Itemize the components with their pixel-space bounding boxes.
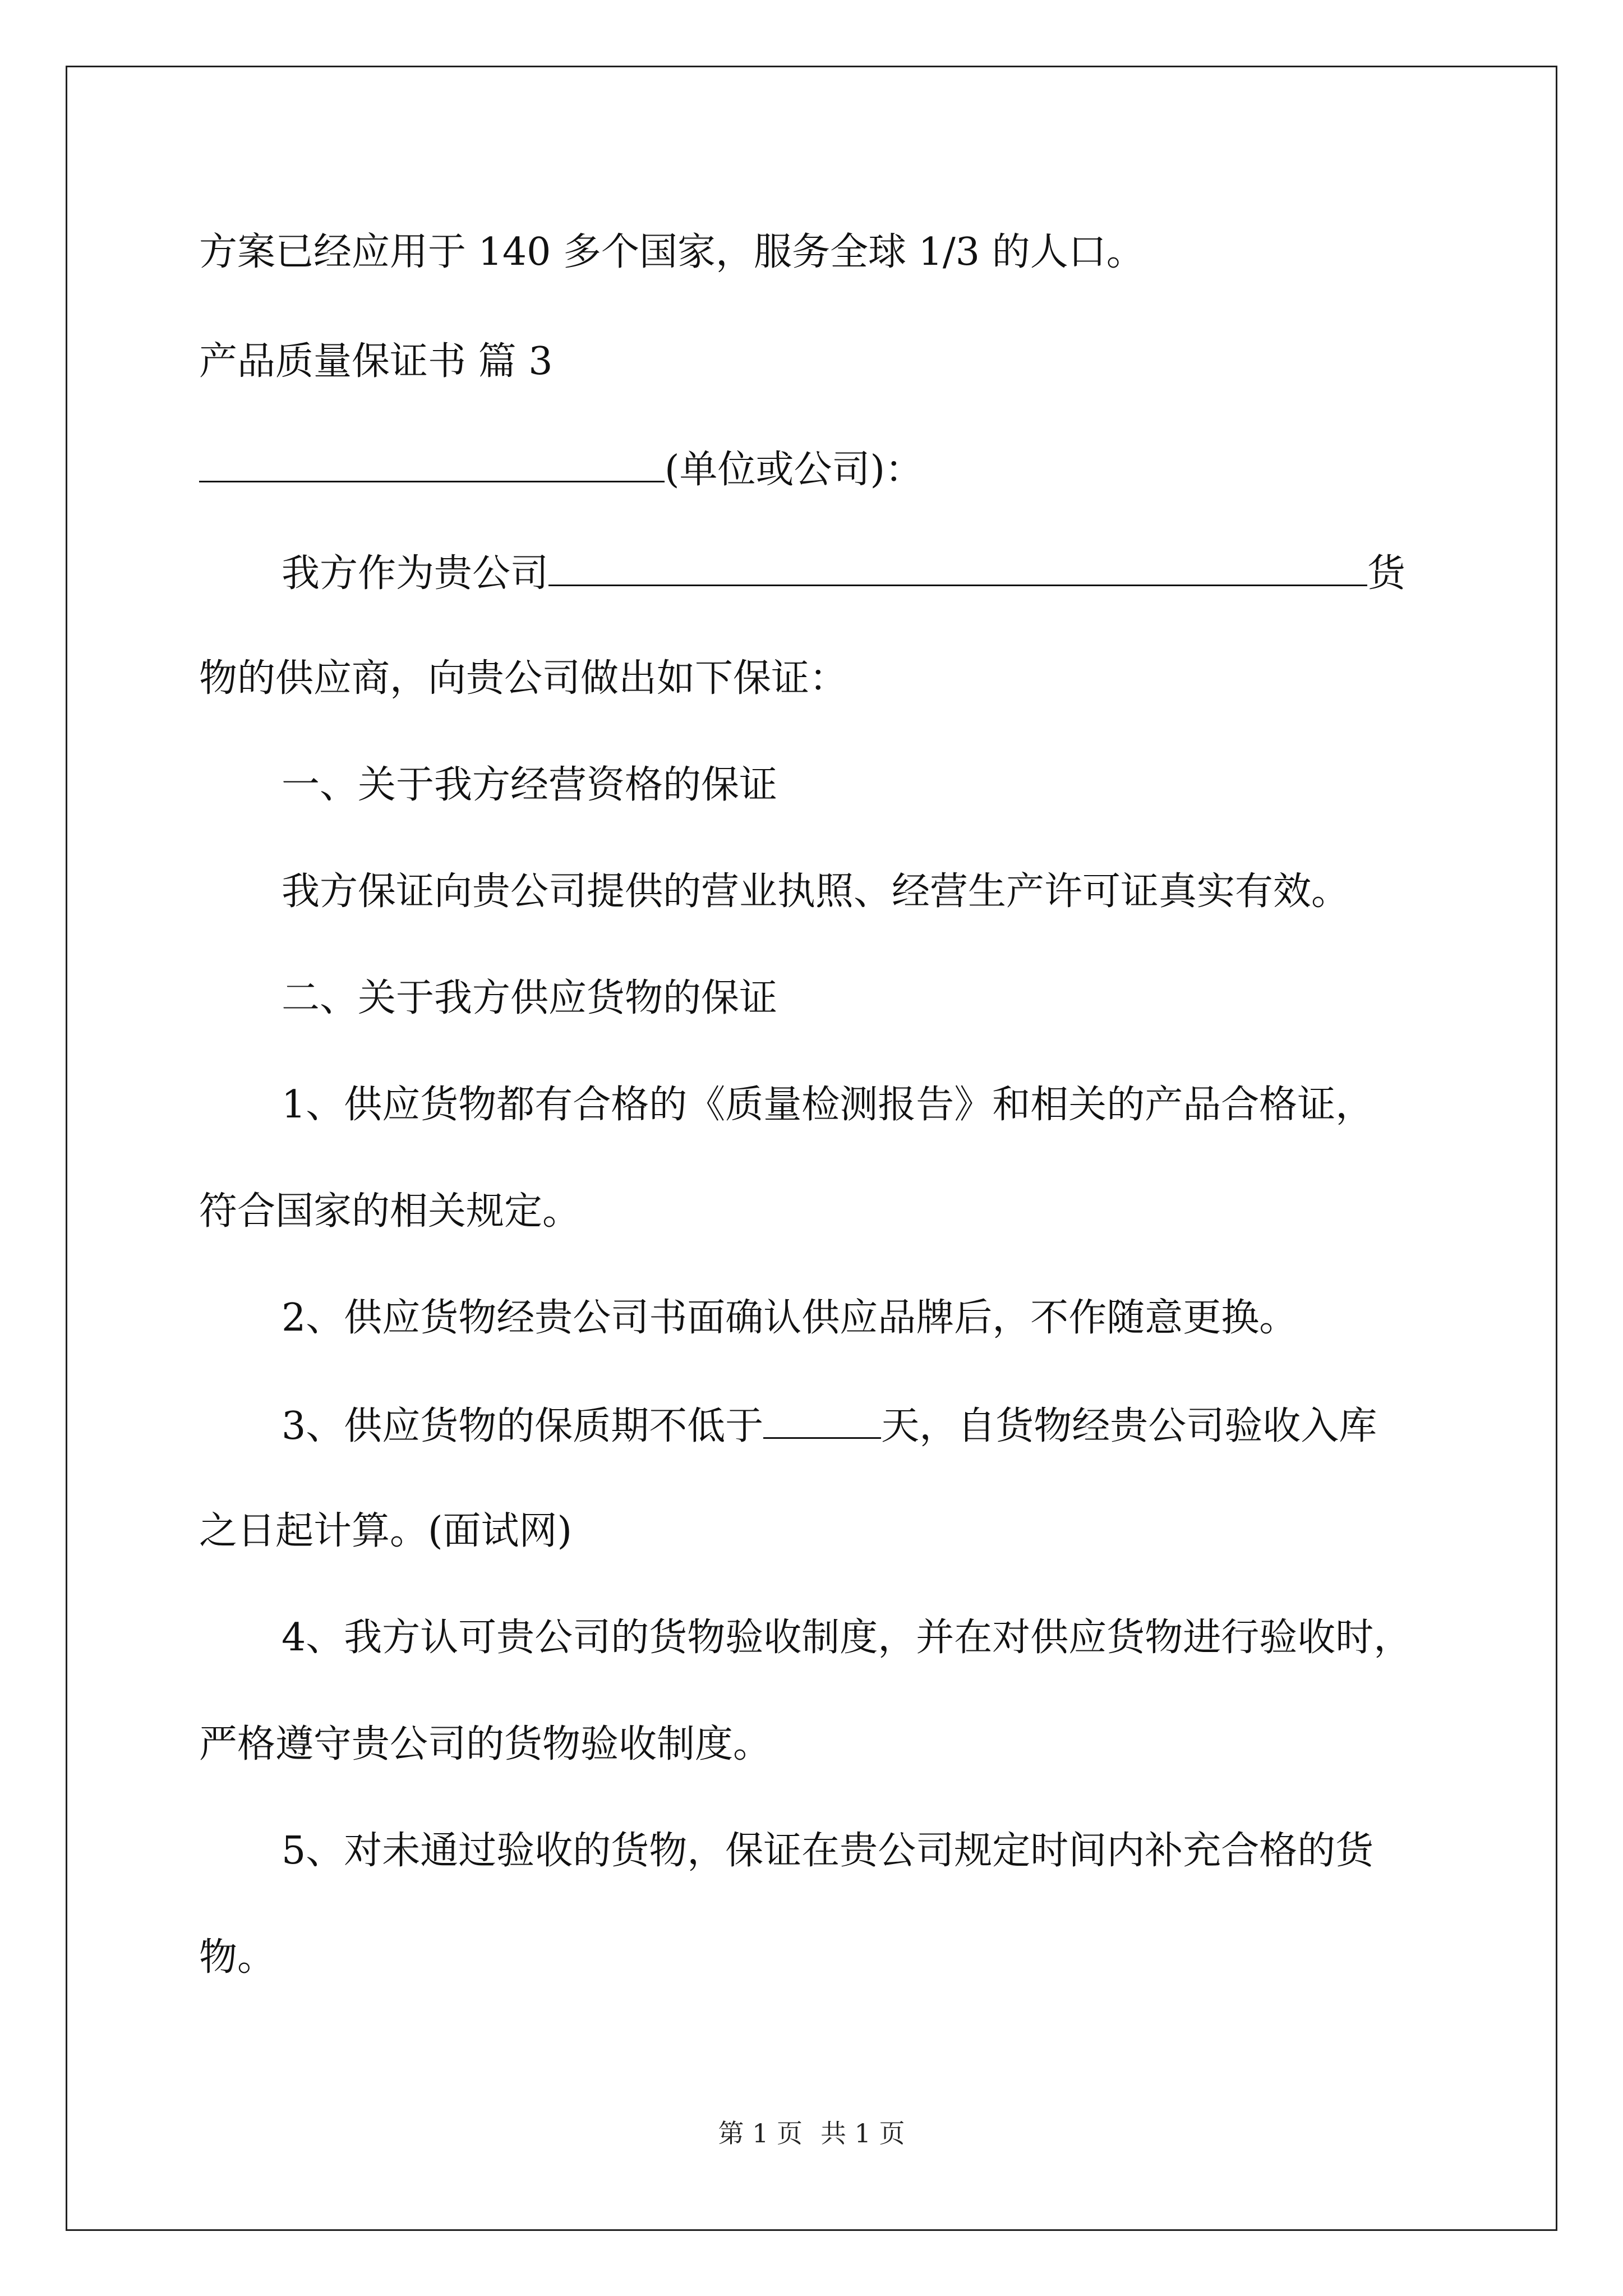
item-3 xyxy=(282,1402,1377,1449)
page-number: 第 1 页 xyxy=(718,2118,803,2148)
item-5: 5、对未通过验收的货物，保证在贵公司规定时间内补充合格的货 xyxy=(282,1829,1374,1873)
page-border xyxy=(66,66,1557,2231)
item-2: 2、供应货物经贵公司书面确认供应品牌后，不作随意更换。 xyxy=(282,1296,1298,1340)
shelf-life-blank[interactable] xyxy=(763,1402,881,1439)
addressee-suffix: (单位或公司)： xyxy=(665,448,924,492)
section-heading: 产品质量保证书 篇 3 xyxy=(199,339,553,384)
supplier-line-cont: 物的供应商，向贵公司做出如下保证： xyxy=(199,656,848,701)
supplier-prefix: 我方作为贵公司 xyxy=(282,551,549,596)
clause-heading-1: 一、关于我方经营资格的保证 xyxy=(282,763,778,807)
page-footer xyxy=(0,2118,1623,2149)
item-3-suffix: 天，自货物经贵公司验收入库 xyxy=(881,1404,1377,1448)
page-total: 共 1 页 xyxy=(820,2118,905,2148)
supplier-suffix: 货 xyxy=(1367,551,1406,596)
addressee-line xyxy=(199,446,923,493)
item-4: 4、我方认可贵公司的货物验收制度，并在对供应货物进行验收时， xyxy=(282,1616,1412,1660)
clause-text-1: 我方保证向贵公司提供的营业执照、经营生产许可证真实有效。 xyxy=(282,869,1350,914)
item-3-cont: 之日起计算。(面试网) xyxy=(199,1509,573,1553)
paragraph-intro: 方案已经应用于 140 多个国家，服务全球 1/3 的人口。 xyxy=(199,230,1145,274)
item-3-prefix: 3、供应货物的保质期不低于 xyxy=(282,1404,764,1448)
clause-heading-2: 二、关于我方供应货物的保证 xyxy=(282,976,778,1020)
item-5-cont: 物。 xyxy=(199,1935,276,1980)
goods-blank[interactable] xyxy=(548,550,1367,586)
item-1-cont: 符合国家的相关规定。 xyxy=(199,1189,581,1234)
item-4-cont: 严格遵守贵公司的货物验收制度。 xyxy=(199,1722,772,1766)
addressee-blank[interactable] xyxy=(199,446,665,482)
item-1: 1、供应货物都有合格的《质量检测报告》和相关的产品合格证， xyxy=(282,1083,1374,1127)
supplier-line xyxy=(282,550,1405,596)
